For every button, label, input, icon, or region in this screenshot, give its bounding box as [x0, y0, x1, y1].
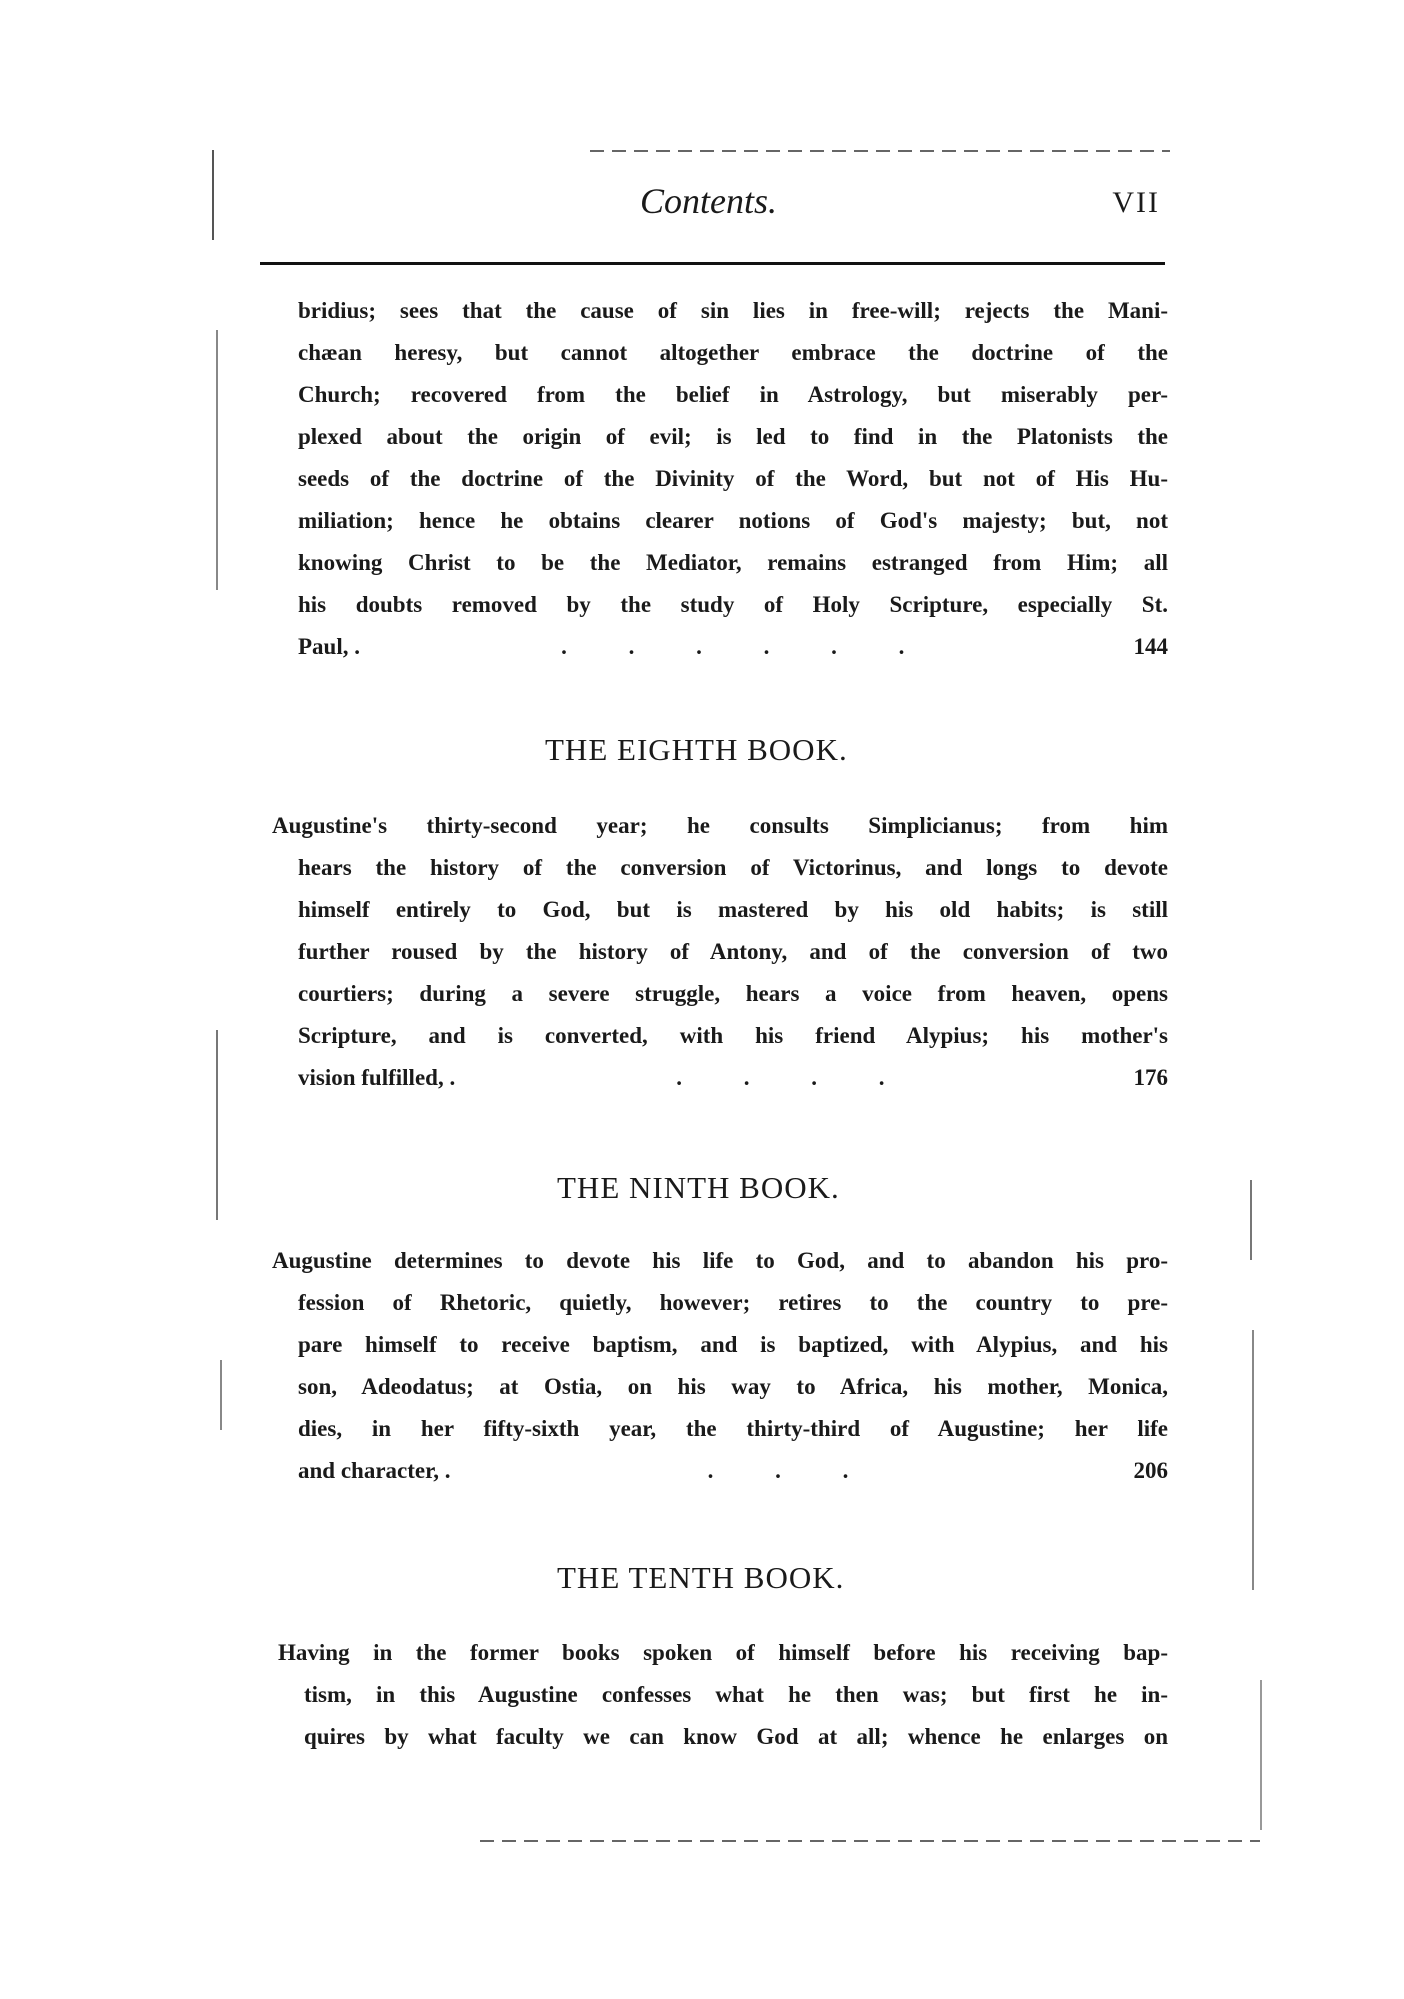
entry-page-number: 176 [1133, 1065, 1168, 1090]
scan-margin-mark [216, 330, 218, 590]
entry-line: vision fulfilled, . [298, 1065, 456, 1090]
entry-line: dies, in her fifty-sixth year, the thirty-third of Augustine; her life [298, 1416, 1168, 1441]
book-heading: THE TENTH BOOK. [557, 1560, 845, 1595]
scan-margin-mark [220, 1360, 222, 1430]
entry-line: son, Adeodatus; at Ostia, on his way to Africa, his mother, Monica, [298, 1374, 1168, 1399]
entry-line: further roused by the history of Antony, and of the conversion of two [298, 939, 1168, 964]
entry-line: Having in the former books spoken of himself before his receiving bap- [278, 1640, 1168, 1665]
entry-line: Paul, . [298, 634, 360, 659]
scan-top-dashes [590, 150, 1170, 152]
leader-dots: . . . . . . [561, 634, 933, 659]
entry-line: his doubts removed by the study of Holy Scripture, especially St. [298, 592, 1168, 617]
contents-entry [272, 1240, 1168, 1492]
entry-line: plexed about the origin of evil; is led to find in the Platonists the [298, 424, 1168, 449]
entry-last-line [298, 1450, 1168, 1492]
entry-line: miliation; hence he obtains clearer notions of God's majesty; but, not [298, 508, 1168, 533]
contents-entry [298, 290, 1168, 668]
book-heading: THE NINTH BOOK. [557, 1170, 840, 1205]
scan-bottom-dashes [480, 1840, 1260, 1842]
scan-margin-mark [1260, 1680, 1262, 1830]
running-title: Contents. [640, 181, 778, 221]
entry-line: Scripture, and is converted, with his friend Alypius; his mother's [298, 1023, 1168, 1048]
entry-line: quires by what faculty we can know God at all; whence he enlarges on [304, 1724, 1168, 1749]
page-number: VII [1112, 186, 1160, 219]
book-heading: THE EIGHTH BOOK. [545, 732, 848, 767]
entry-line: Augustine's thirty-second year; he consults Simplicianus; from him [272, 813, 1168, 838]
page-header [270, 180, 1170, 230]
entry-line: fession of Rhetoric, quietly, however; retires to the country to pre- [298, 1290, 1168, 1315]
entry-line: seeds of the doctrine of the Divinity of the Word, but not of His Hu- [298, 466, 1168, 491]
entry-page-number: 144 [1133, 634, 1168, 659]
header-rule [260, 262, 1165, 265]
scan-margin-mark [212, 150, 214, 240]
entry-line: hears the history of the conversion of Victorinus, and longs to devote [298, 855, 1168, 880]
entry-last-line [298, 626, 1168, 668]
leader-dots: . . . [707, 1458, 877, 1483]
entry-line: Church; recovered from the belief in Astrology, but miserably per- [298, 382, 1168, 407]
entry-line: and character, . [298, 1458, 451, 1483]
entry-line: himself entirely to God, but is mastered by his old habits; is still [298, 897, 1168, 922]
scan-margin-mark [1250, 1180, 1252, 1260]
scan-margin-mark [216, 1030, 218, 1220]
entry-page-number: 206 [1133, 1458, 1168, 1483]
entry-line: pare himself to receive baptism, and is baptized, with Alypius, and his [298, 1332, 1168, 1357]
entry-line: bridius; sees that the cause of sin lies in free-will; rejects the Mani- [298, 298, 1168, 323]
contents-entry [272, 805, 1168, 1099]
leader-dots: . . . . [676, 1065, 913, 1090]
entry-line: knowing Christ to be the Mediator, remains estranged from Him; all [298, 550, 1168, 575]
entry-line: Augustine determines to devote his life to God, and to abandon his pro- [272, 1248, 1168, 1273]
entry-last-line [298, 1057, 1168, 1099]
entry-line: chæan heresy, but cannot altogether embrace the doctrine of the [298, 340, 1168, 365]
entry-line: tism, in this Augustine confesses what he then was; but first he in- [304, 1682, 1168, 1707]
scan-margin-mark [1252, 1330, 1254, 1590]
contents-entry [278, 1632, 1168, 1758]
entry-line: courtiers; during a severe struggle, hears a voice from heaven, opens [298, 981, 1168, 1006]
